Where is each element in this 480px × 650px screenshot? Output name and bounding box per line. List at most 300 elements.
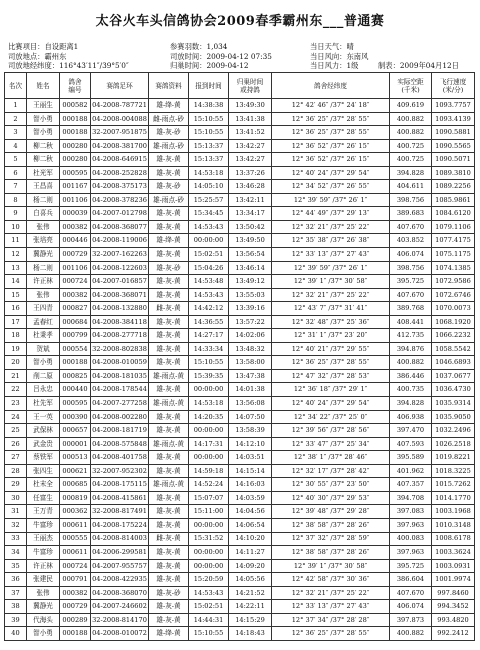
cell-arrival-time: 13:55:03 <box>229 288 272 302</box>
cell-arrival-time: 13:49:30 <box>229 99 272 113</box>
cell-ring-number: 04-2007-012798 <box>91 207 149 221</box>
cell-ring-number: 04-2008-375173 <box>91 180 149 194</box>
cell-report-time: 00:00:00 <box>189 451 229 465</box>
cell-bird-info: 雄-灰-黄 <box>149 451 189 465</box>
cell-loft-coords: 12° 32′ 21″ /37° 25′ 22″ <box>272 220 390 234</box>
cell-loft-coords: 12° 39′ 48″ /37° 29′ 28″ <box>272 505 390 519</box>
cell-ring-number: 32-2008-802838 <box>91 342 149 356</box>
table-row <box>5 329 475 343</box>
cell-bird-info: 雄-灰-黄 <box>149 166 189 180</box>
cell-bird-info: 雄-灰-黄 <box>149 153 189 167</box>
cell-bird-info: 雄-灰-黄 <box>149 315 189 329</box>
table-row <box>5 220 475 234</box>
cell-report-time: 00:00:00 <box>189 546 229 560</box>
table-row <box>5 153 475 167</box>
cell-name: 柳二秋 <box>27 153 60 167</box>
cell-report-time: 14:59:18 <box>189 464 229 478</box>
cell-loft-coords: 12° 39′ 1″ /37° 30′ 58″ <box>272 275 390 289</box>
cell-distance: 395.725 <box>390 275 432 289</box>
cell-name: 贺斌 <box>27 342 60 356</box>
cell-distance: 397.470 <box>390 424 432 438</box>
cell-name: 许正林 <box>27 275 60 289</box>
release-coords-value: 116°43′11″/39°5′0″ <box>59 61 129 71</box>
cell-arrival-time: 14:04:56 <box>229 505 272 519</box>
table-row <box>5 627 475 641</box>
cell-loft-coords: 12° 37′ 32″ /37° 28′ 59″ <box>272 532 390 546</box>
wind-direction-label: 当日风向： <box>310 51 347 61</box>
cell-loft-coords: 12° 40′ 24″ /37° 29′ 54″ <box>272 397 390 411</box>
cell-distance: 400.725 <box>390 153 432 167</box>
cell-speed: 1077.4175 <box>432 234 475 248</box>
cell-report-time: 00:00:00 <box>189 234 229 248</box>
cell-speed: 1003.0931 <box>432 559 475 573</box>
cell-bird-info: 雄-灰-黄 <box>149 329 189 343</box>
cell-name: 王一英 <box>27 410 60 424</box>
cell-speed: 1036.4730 <box>432 383 475 397</box>
cell-ring-number: 04-2008-178544 <box>91 383 149 397</box>
cell-bird-info: 雄-灰-黄 <box>149 383 189 397</box>
cell-loft-coords: 12° 39′ 59″ /37° 26′ 1″ <box>272 193 390 207</box>
cell-name: 代海头 <box>27 613 60 627</box>
cell-loft-coords: 12° 36′ 25″ /37° 28′ 55″ <box>272 356 390 370</box>
cell-ring-number: 32-2007-162263 <box>91 248 149 262</box>
cell-loft-id: 000446 <box>60 234 91 248</box>
cell-ring-number: 04-2008-181035 <box>91 369 149 383</box>
cell-loft-id: 000188 <box>60 126 91 140</box>
cell-bird-info: 雌-灰-黄 <box>149 302 189 316</box>
cell-speed: 1003.1968 <box>432 505 475 519</box>
table-row <box>5 586 475 600</box>
cell-arrival-time: 13:42:27 <box>229 153 272 167</box>
cell-ring-number: 04-2008-814003 <box>91 532 149 546</box>
cell-arrival-time: 14:03:51 <box>229 451 272 465</box>
cell-loft-id: 000595 <box>60 166 91 180</box>
return-time-label: 归巢时间： <box>170 61 207 71</box>
cell-speed: 997.8460 <box>432 586 475 600</box>
cell-distance: 401.962 <box>390 464 432 478</box>
cell-distance: 394.876 <box>390 342 432 356</box>
cell-ring-number: 04-2008-122603 <box>91 261 149 275</box>
cell-loft-id: 000289 <box>60 613 91 627</box>
cell-speed: 1093.4139 <box>432 112 475 126</box>
cell-report-time: 15:02:51 <box>189 600 229 614</box>
cell-loft-coords: 12° 37′ 34″ /37° 28′ 28″ <box>272 613 390 627</box>
cell-loft-id: 000188 <box>60 112 91 126</box>
cell-bird-info: 雄-灰-黄 <box>149 600 189 614</box>
cell-loft-id: 000382 <box>60 586 91 600</box>
cell-distance: 394.828 <box>390 397 432 411</box>
cell-speed: 1068.1920 <box>432 315 475 329</box>
cell-report-time: 00:00:00 <box>189 424 229 438</box>
cell-report-time: 15:25:57 <box>189 193 229 207</box>
cell-loft-coords: 12° 44′ 49″ /37° 29′ 13″ <box>272 207 390 221</box>
cell-speed: 1072.6746 <box>432 288 475 302</box>
cell-rank: 34 <box>5 546 27 560</box>
cell-report-time: 15:04:26 <box>189 261 229 275</box>
table-row <box>5 369 475 383</box>
cell-speed: 1066.2232 <box>432 329 475 343</box>
cell-loft-coords: 12° 33′ 47″ /37° 25′ 34″ <box>272 437 390 451</box>
cell-loft-id: 000724 <box>60 559 91 573</box>
cell-loft-id: 001106 <box>60 193 91 207</box>
cell-loft-id: 000729 <box>60 600 91 614</box>
cell-speed: 1079.1106 <box>432 220 475 234</box>
cell-rank: 32 <box>5 518 27 532</box>
cell-ring-number: 32-2008-817491 <box>91 505 149 519</box>
cell-arrival-time: 13:49:12 <box>229 275 272 289</box>
cell-name: 张培亮 <box>27 234 60 248</box>
release-time-value: 2009-04-12 07:35 <box>206 51 272 61</box>
cell-loft-coords: 12° 38′ 58″ /37° 28′ 26″ <box>272 546 390 560</box>
cell-rank: 6 <box>5 166 27 180</box>
table-row <box>5 112 475 126</box>
cell-loft-coords: 12° 35′ 38″ /37° 26′ 38″ <box>272 234 390 248</box>
cell-bird-info: 雄-灰-黄 <box>149 464 189 478</box>
cell-report-time: 14:44:31 <box>189 613 229 627</box>
cell-name: 柳二秋 <box>27 139 60 153</box>
cell-arrival-time: 13:56:54 <box>229 248 272 262</box>
cell-distance: 407.670 <box>390 288 432 302</box>
cell-speed: 1035.9314 <box>432 397 475 411</box>
cell-rank: 25 <box>5 424 27 438</box>
cell-distance: 408.441 <box>390 315 432 329</box>
cell-report-time: 14:52:24 <box>189 478 229 492</box>
cell-bird-info: 雄-灰-黄 <box>149 288 189 302</box>
cell-rank: 33 <box>5 532 27 546</box>
table-row <box>5 234 475 248</box>
cell-loft-id: 000827 <box>60 302 91 316</box>
cell-name: 武金贵 <box>27 437 60 451</box>
cell-loft-id: 000724 <box>60 275 91 289</box>
cell-name: 孟春红 <box>27 315 60 329</box>
cell-loft-id: 000362 <box>60 505 91 519</box>
wind-force-value: 1级 <box>346 61 359 71</box>
cell-loft-coords: 12° 39′ 59″ /37° 26′ 1″ <box>272 261 390 275</box>
cell-rank: 3 <box>5 126 27 140</box>
cell-loft-id: 001167 <box>60 180 91 194</box>
cell-loft-id: 000554 <box>60 342 91 356</box>
cell-bird-info: 雄-灰-黄 <box>149 248 189 262</box>
cell-speed: 1070.0073 <box>432 302 475 316</box>
cell-bird-info: 雄-雨点-黄 <box>149 397 189 411</box>
release-site-value: 霸州东 <box>44 51 67 61</box>
cell-name: 冀静光 <box>27 600 60 614</box>
cell-bird-info: 雄-灰-黄 <box>149 573 189 587</box>
cell-rank: 39 <box>5 613 27 627</box>
cell-rank: 28 <box>5 464 27 478</box>
cell-loft-id: 000657 <box>60 424 91 438</box>
header-row <box>5 73 475 99</box>
cell-loft-coords: 12° 30′ 55″ /37° 23′ 50″ <box>272 478 390 492</box>
cell-distance: 409.619 <box>390 99 432 113</box>
cell-loft-coords: 12° 38′ 1″ /37° 28′ 46″ <box>272 451 390 465</box>
cell-arrival-time: 14:15:14 <box>229 464 272 478</box>
cell-speed: 1072.9586 <box>432 275 475 289</box>
cell-bird-info: 雄-雨点-黄 <box>149 369 189 383</box>
entry-count-value: 1,034 <box>206 42 228 51</box>
cell-loft-id: 000685 <box>60 478 91 492</box>
table-row <box>5 424 475 438</box>
cell-name: 杜秉孝 <box>27 329 60 343</box>
cell-name: 白喜兵 <box>27 207 60 221</box>
header-loft-id: 鸽舍 编号 <box>60 73 91 99</box>
cell-rank: 36 <box>5 573 27 587</box>
cell-arrival-time: 13:58:00 <box>229 356 272 370</box>
cell-loft-coords: 12° 36′ 52″ /37° 26′ 15″ <box>272 153 390 167</box>
cell-distance: 395.725 <box>390 559 432 573</box>
cell-ring-number: 04-2008-277718 <box>91 329 149 343</box>
cell-bird-info: 雄-灰-黄 <box>149 518 189 532</box>
table-row <box>5 559 475 573</box>
table-row <box>5 166 475 180</box>
cell-ring-number: 04-2008-646915 <box>91 153 149 167</box>
cell-loft-coords: 12° 31′ 1″ /37° 23′ 20″ <box>272 329 390 343</box>
cell-bird-info: 雄-灰-黄 <box>149 342 189 356</box>
cell-speed: 1090.5565 <box>432 139 475 153</box>
cell-arrival-time: 13:49:50 <box>229 234 272 248</box>
cell-loft-coords: 12° 33′ 13″ /37° 27′ 43″ <box>272 248 390 262</box>
cell-bird-info: 雄-灰-黄 <box>149 207 189 221</box>
cell-report-time: 15:10:55 <box>189 112 229 126</box>
cell-loft-coords: 12° 36′ 25″ /37° 28′ 55″ <box>272 627 390 641</box>
cell-loft-id: 001106 <box>60 261 91 275</box>
cell-rank: 20 <box>5 356 27 370</box>
cell-rank: 13 <box>5 261 27 275</box>
cell-bird-info: 雄-绛-黄 <box>149 627 189 641</box>
cell-loft-id: 000729 <box>60 248 91 262</box>
prepared-date-value: 2009年04月12日 <box>399 61 459 71</box>
cell-report-time: 15:34:45 <box>189 207 229 221</box>
cell-arrival-time: 13:39:16 <box>229 302 272 316</box>
cell-loft-coords: 12° 39′ 1″ /37° 30′ 58″ <box>272 559 390 573</box>
cell-ring-number: 04-2008-415861 <box>91 491 149 505</box>
cell-bird-info: 雄-雨点-黄 <box>149 437 189 451</box>
cell-loft-id: 000039 <box>60 207 91 221</box>
cell-bird-info: 雄-雨点-黄 <box>149 478 189 492</box>
cell-speed: 1035.9050 <box>432 410 475 424</box>
cell-ring-number: 04-2008-401758 <box>91 451 149 465</box>
cell-loft-coords: 12° 32′ 48″ /37° 25′ 36″ <box>272 315 390 329</box>
cell-speed: 1026.2518 <box>432 437 475 451</box>
cell-arrival-time: 14:01:38 <box>229 383 272 397</box>
wind-direction-value: 东南风 <box>346 51 369 61</box>
cell-distance: 400.725 <box>390 139 432 153</box>
cell-rank: 15 <box>5 288 27 302</box>
cell-distance: 394.708 <box>390 491 432 505</box>
cell-ring-number: 04-2008-132880 <box>91 302 149 316</box>
cell-rank: 31 <box>5 505 27 519</box>
cell-ring-number: 04-2008-368071 <box>91 288 149 302</box>
cell-rank: 16 <box>5 302 27 316</box>
cell-rank: 23 <box>5 397 27 411</box>
cell-distance: 397.963 <box>390 546 432 560</box>
cell-report-time: 15:13:37 <box>189 139 229 153</box>
table-row <box>5 99 475 113</box>
table-row <box>5 491 475 505</box>
cell-rank: 37 <box>5 586 27 600</box>
cell-arrival-time: 13:37:26 <box>229 166 272 180</box>
cell-distance: 389.768 <box>390 302 432 316</box>
cell-report-time: 15:11:00 <box>189 505 229 519</box>
cell-name: 冀静光 <box>27 248 60 262</box>
header-distance: 实际空距 (千米) <box>390 73 432 99</box>
cell-loft-coords: 12° 40′ 30″ /37° 29′ 53″ <box>272 491 390 505</box>
cell-bird-info: 雄-绛-黄 <box>149 99 189 113</box>
cell-loft-coords: 12° 42′ 58″ /37° 30′ 36″ <box>272 573 390 587</box>
cell-ring-number: 04-2006-299581 <box>91 546 149 560</box>
cell-bird-info: 雄-雨点-砂 <box>149 139 189 153</box>
cell-arrival-time: 14:21:52 <box>229 586 272 600</box>
cell-arrival-time: 13:47:38 <box>229 369 272 383</box>
cell-name: 张四生 <box>27 464 60 478</box>
cell-name: 智小勇 <box>27 112 60 126</box>
cell-ring-number: 04-2008-175224 <box>91 518 149 532</box>
cell-rank: 14 <box>5 275 27 289</box>
cell-report-time: 14:53:43 <box>189 288 229 302</box>
cell-distance: 386.604 <box>390 573 432 587</box>
prepared-date-label: 制表： <box>378 61 400 71</box>
cell-arrival-time: 14:05:56 <box>229 573 272 587</box>
cell-loft-coords: 12° 39′ 56″ /37° 28′ 56″ <box>272 424 390 438</box>
cell-distance: 394.828 <box>390 166 432 180</box>
cell-loft-id: 000621 <box>60 464 91 478</box>
cell-loft-id: 000555 <box>60 532 91 546</box>
cell-report-time: 00:00:00 <box>189 559 229 573</box>
cell-distance: 406.074 <box>390 248 432 262</box>
cell-ring-number: 32-2007-952302 <box>91 464 149 478</box>
cell-report-time: 15:10:55 <box>189 126 229 140</box>
cell-loft-coords: 12° 36′ 52″ /37° 26′ 15″ <box>272 139 390 153</box>
header-bird-info: 赛鸽资料 <box>149 73 189 99</box>
cell-loft-id: 000382 <box>60 288 91 302</box>
cell-arrival-time: 13:46:14 <box>229 261 272 275</box>
cell-report-time: 14:38:38 <box>189 99 229 113</box>
cell-loft-coords: 12° 34′ 22″ /37° 25′ 0″ <box>272 410 390 424</box>
table-row <box>5 613 475 627</box>
cell-name: 王万青 <box>27 505 60 519</box>
cell-ring-number: 04-2008-422935 <box>91 573 149 587</box>
cell-bird-info: 雄-灰-砂 <box>149 586 189 600</box>
cell-speed: 1084.6120 <box>432 207 475 221</box>
cell-loft-id: 000188 <box>60 356 91 370</box>
cell-report-time: 14:27:17 <box>189 329 229 343</box>
header-report-time: 报到时间 <box>189 73 229 99</box>
cell-name: 王四青 <box>27 302 60 316</box>
cell-name: 蔡铁军 <box>27 451 60 465</box>
table-row <box>5 193 475 207</box>
cell-speed: 992.2412 <box>432 627 475 641</box>
table-row <box>5 573 475 587</box>
cell-report-time: 15:39:35 <box>189 369 229 383</box>
cell-arrival-time: 13:34:17 <box>229 207 272 221</box>
cell-ring-number: 04-2008-384118 <box>91 315 149 329</box>
table-row <box>5 302 475 316</box>
page-title: 太谷火车头信鸽协会2009春季霸州东___普通赛 <box>95 14 385 29</box>
release-time-label: 司放时间： <box>170 51 207 61</box>
cell-report-time: 15:10:55 <box>189 627 229 641</box>
cell-name: 张伟 <box>27 288 60 302</box>
cell-arrival-time: 14:10:20 <box>229 532 272 546</box>
cell-rank: 21 <box>5 369 27 383</box>
cell-speed: 993.4820 <box>432 613 475 627</box>
cell-bird-info: 雄-灰-黄 <box>149 410 189 424</box>
cell-bird-info: 雌-灰-黄 <box>149 532 189 546</box>
cell-bird-info: 雄-灰-砂 <box>149 261 189 275</box>
cell-report-time: 14:05:10 <box>189 180 229 194</box>
cell-distance: 406.938 <box>390 410 432 424</box>
cell-distance: 407.357 <box>390 478 432 492</box>
cell-rank: 1 <box>5 99 27 113</box>
cell-name: 张伟 <box>27 220 60 234</box>
cell-distance: 406.074 <box>390 600 432 614</box>
cell-speed: 1046.6893 <box>432 356 475 370</box>
results-table <box>4 72 475 641</box>
cell-distance: 398.756 <box>390 261 432 275</box>
cell-loft-id: 000513 <box>60 451 91 465</box>
cell-ring-number: 04-2008-381700 <box>91 139 149 153</box>
cell-name: 杜光军 <box>27 166 60 180</box>
cell-ring-number: 04-2008-575848 <box>91 437 149 451</box>
table-body <box>5 99 475 641</box>
cell-report-time: 14:33:34 <box>189 342 229 356</box>
table-row <box>5 275 475 289</box>
cell-loft-id: 000280 <box>60 139 91 153</box>
cell-report-time: 14:53:18 <box>189 397 229 411</box>
table-row <box>5 437 475 451</box>
cell-distance: 400.882 <box>390 627 432 641</box>
cell-loft-coords: 12° 38′ 58″ /37° 28′ 26″ <box>272 518 390 532</box>
cell-name: 许正林 <box>27 559 60 573</box>
cell-ring-number: 04-2008-010072 <box>91 627 149 641</box>
cell-bird-info: 雄-灰-黄 <box>149 220 189 234</box>
release-site-label: 司放地点： <box>8 51 45 61</box>
cell-rank: 10 <box>5 220 27 234</box>
cell-bird-info: 雄-灰-黄 <box>149 356 189 370</box>
cell-report-time: 14:53:43 <box>189 586 229 600</box>
cell-rank: 22 <box>5 383 27 397</box>
cell-report-time: 00:00:00 <box>189 383 229 397</box>
cell-bird-info: 雌-雨点-砂 <box>149 112 189 126</box>
cell-ring-number: 04-2008-787721 <box>91 99 149 113</box>
cell-arrival-time: 13:41:38 <box>229 112 272 126</box>
cell-loft-id: 000611 <box>60 518 91 532</box>
cell-distance: 400.882 <box>390 356 432 370</box>
header-ring-number: 赛鸽足环 <box>91 73 149 99</box>
cell-speed: 1014.1770 <box>432 491 475 505</box>
table-row <box>5 478 475 492</box>
cell-arrival-time: 14:09:20 <box>229 559 272 573</box>
cell-distance: 400.882 <box>390 112 432 126</box>
cell-loft-id: 000188 <box>60 627 91 641</box>
table-row <box>5 397 475 411</box>
cell-name: 牛富珍 <box>27 518 60 532</box>
cell-loft-coords: 12° 32′ 21″ /37° 25′ 22″ <box>272 586 390 600</box>
table-row <box>5 139 475 153</box>
cell-rank: 26 <box>5 437 27 451</box>
cell-loft-coords: 12° 34′ 52″ /37° 26′ 55″ <box>272 180 390 194</box>
cell-distance: 400.735 <box>390 383 432 397</box>
cell-distance: 400.083 <box>390 532 432 546</box>
cell-rank: 12 <box>5 248 27 262</box>
cell-bird-info: 雄-灰-黄 <box>149 424 189 438</box>
cell-speed: 1090.5881 <box>432 126 475 140</box>
cell-bird-info: 雄-灰-黄 <box>149 613 189 627</box>
table-row <box>5 315 475 329</box>
table-row <box>5 532 475 546</box>
cell-arrival-time: 13:41:52 <box>229 126 272 140</box>
cell-loft-id: 000582 <box>60 99 91 113</box>
cell-bird-info: 雄-灰-黄 <box>149 546 189 560</box>
